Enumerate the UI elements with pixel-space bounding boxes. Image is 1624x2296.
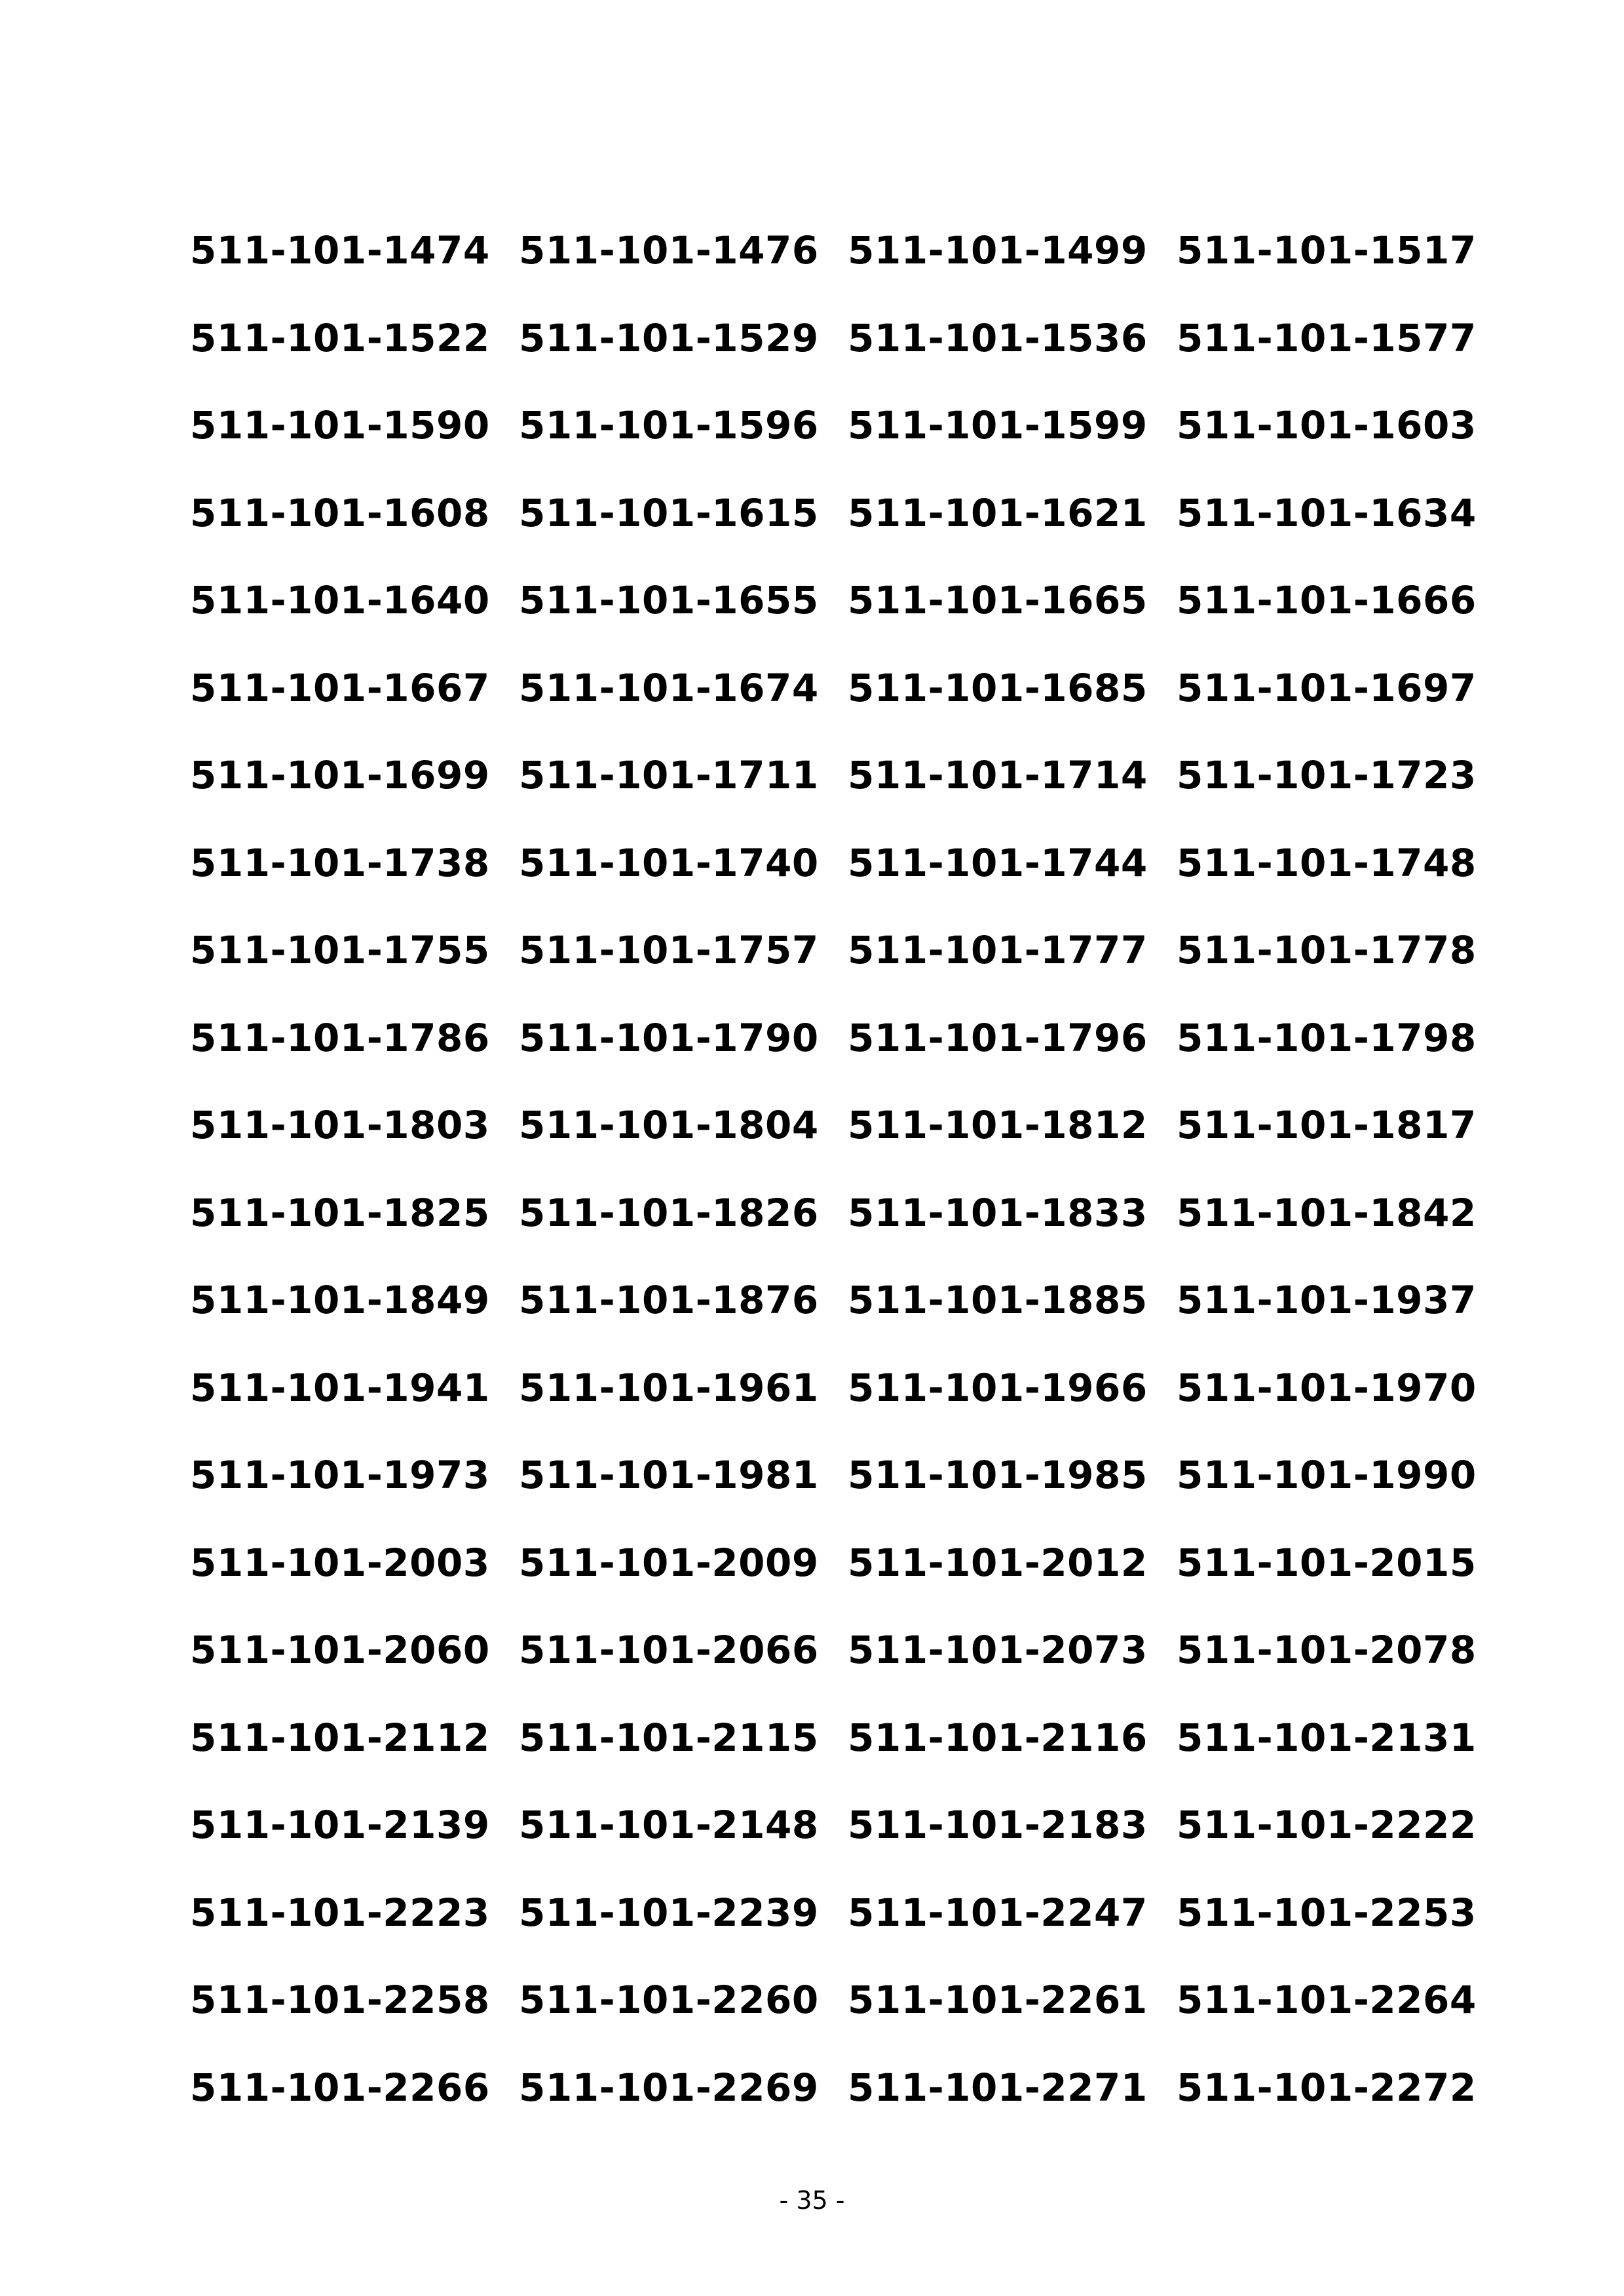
number-entry: 511-101-2066	[519, 1628, 819, 1672]
number-entry: 511-101-1596	[519, 403, 819, 448]
number-entry: 511-101-2112	[190, 1715, 490, 1760]
number-entry: 511-101-1849	[190, 1278, 490, 1322]
number-entry: 511-101-2271	[848, 2065, 1148, 2110]
number-entry: 511-101-1937	[1177, 1278, 1477, 1322]
number-entry: 511-101-1667	[190, 665, 490, 710]
number-entry: 511-101-2253	[1177, 1890, 1477, 1935]
number-entry: 511-101-1966	[848, 1365, 1148, 1410]
number-entry: 511-101-1970	[1177, 1365, 1477, 1410]
number-entry: 511-101-1885	[848, 1278, 1148, 1322]
number-entry: 511-101-2009	[519, 1540, 819, 1585]
number-entry: 511-101-2247	[848, 1890, 1148, 1935]
number-entry: 511-101-1777	[848, 928, 1148, 972]
number-entry: 511-101-2239	[519, 1890, 819, 1935]
number-entry: 511-101-1536	[848, 315, 1148, 360]
number-entry: 511-101-1817	[1177, 1103, 1477, 1147]
number-entry: 511-101-1973	[190, 1453, 490, 1497]
number-entry: 511-101-1740	[519, 840, 819, 885]
number-grid	[190, 224, 1477, 2149]
number-entry: 511-101-1714	[848, 753, 1148, 797]
number-entry: 511-101-1474	[190, 228, 490, 273]
number-entry: 511-101-2264	[1177, 1978, 1477, 2022]
number-entry: 511-101-2139	[190, 1803, 490, 1847]
number-entry: 511-101-1842	[1177, 1190, 1477, 1235]
number-entry: 511-101-1699	[190, 753, 490, 797]
number-entry: 511-101-1757	[519, 928, 819, 972]
number-entry: 511-101-2269	[519, 2065, 819, 2110]
page-number: - 35 -	[779, 2186, 845, 2215]
number-entry: 511-101-2060	[190, 1628, 490, 1672]
number-entry: 511-101-2131	[1177, 1715, 1477, 1760]
number-entry: 511-101-2115	[519, 1715, 819, 1760]
number-entry: 511-101-1790	[519, 1015, 819, 1060]
number-entry: 511-101-1655	[519, 578, 819, 622]
number-entry: 511-101-1529	[519, 315, 819, 360]
number-entry: 511-101-1666	[1177, 578, 1477, 622]
number-entry: 511-101-1599	[848, 403, 1148, 448]
number-entry: 511-101-1590	[190, 403, 490, 448]
number-entry: 511-101-1608	[190, 490, 490, 535]
number-entry: 511-101-1825	[190, 1190, 490, 1235]
number-entry: 511-101-1603	[1177, 403, 1477, 448]
number-entry: 511-101-1755	[190, 928, 490, 972]
number-entry: 511-101-2260	[519, 1978, 819, 2022]
number-entry: 511-101-1634	[1177, 490, 1477, 535]
number-entry: 511-101-1798	[1177, 1015, 1477, 1060]
number-entry: 511-101-2261	[848, 1978, 1148, 2022]
number-entry: 511-101-1748	[1177, 840, 1477, 885]
number-entry: 511-101-2183	[848, 1803, 1148, 1847]
number-entry: 511-101-1804	[519, 1103, 819, 1147]
number-entry: 511-101-1522	[190, 315, 490, 360]
number-entry: 511-101-1941	[190, 1365, 490, 1410]
number-entry: 511-101-1517	[1177, 228, 1477, 273]
number-entry: 511-101-1577	[1177, 315, 1477, 360]
number-entry: 511-101-1876	[519, 1278, 819, 1322]
number-entry: 511-101-1786	[190, 1015, 490, 1060]
number-entry: 511-101-1961	[519, 1365, 819, 1410]
number-entry: 511-101-1697	[1177, 665, 1477, 710]
number-entry: 511-101-2266	[190, 2065, 490, 2110]
number-entry: 511-101-1476	[519, 228, 819, 273]
number-entry: 511-101-1990	[1177, 1453, 1477, 1497]
number-entry: 511-101-1833	[848, 1190, 1148, 1235]
number-entry: 511-101-1621	[848, 490, 1148, 535]
number-entry: 511-101-2015	[1177, 1540, 1477, 1585]
number-entry: 511-101-1826	[519, 1190, 819, 1235]
number-entry: 511-101-1499	[848, 228, 1148, 273]
number-entry: 511-101-2272	[1177, 2065, 1477, 2110]
number-entry: 511-101-2003	[190, 1540, 490, 1585]
number-entry: 511-101-1665	[848, 578, 1148, 622]
number-entry: 511-101-2258	[190, 1978, 490, 2022]
number-entry: 511-101-1640	[190, 578, 490, 622]
number-entry: 511-101-2222	[1177, 1803, 1477, 1847]
number-entry: 511-101-1674	[519, 665, 819, 710]
number-entry: 511-101-1981	[519, 1453, 819, 1497]
number-entry: 511-101-2116	[848, 1715, 1148, 1760]
number-entry: 511-101-1685	[848, 665, 1148, 710]
number-entry: 511-101-1985	[848, 1453, 1148, 1497]
number-entry: 511-101-2078	[1177, 1628, 1477, 1672]
number-entry: 511-101-1744	[848, 840, 1148, 885]
number-entry: 511-101-1615	[519, 490, 819, 535]
number-entry: 511-101-1803	[190, 1103, 490, 1147]
number-entry: 511-101-2012	[848, 1540, 1148, 1585]
number-entry: 511-101-1711	[519, 753, 819, 797]
number-entry: 511-101-2073	[848, 1628, 1148, 1672]
number-entry: 511-101-1738	[190, 840, 490, 885]
number-entry: 511-101-2223	[190, 1890, 490, 1935]
number-entry: 511-101-1778	[1177, 928, 1477, 972]
number-entry: 511-101-1796	[848, 1015, 1148, 1060]
number-entry: 511-101-1812	[848, 1103, 1148, 1147]
number-entry: 511-101-2148	[519, 1803, 819, 1847]
number-entry: 511-101-1723	[1177, 753, 1477, 797]
